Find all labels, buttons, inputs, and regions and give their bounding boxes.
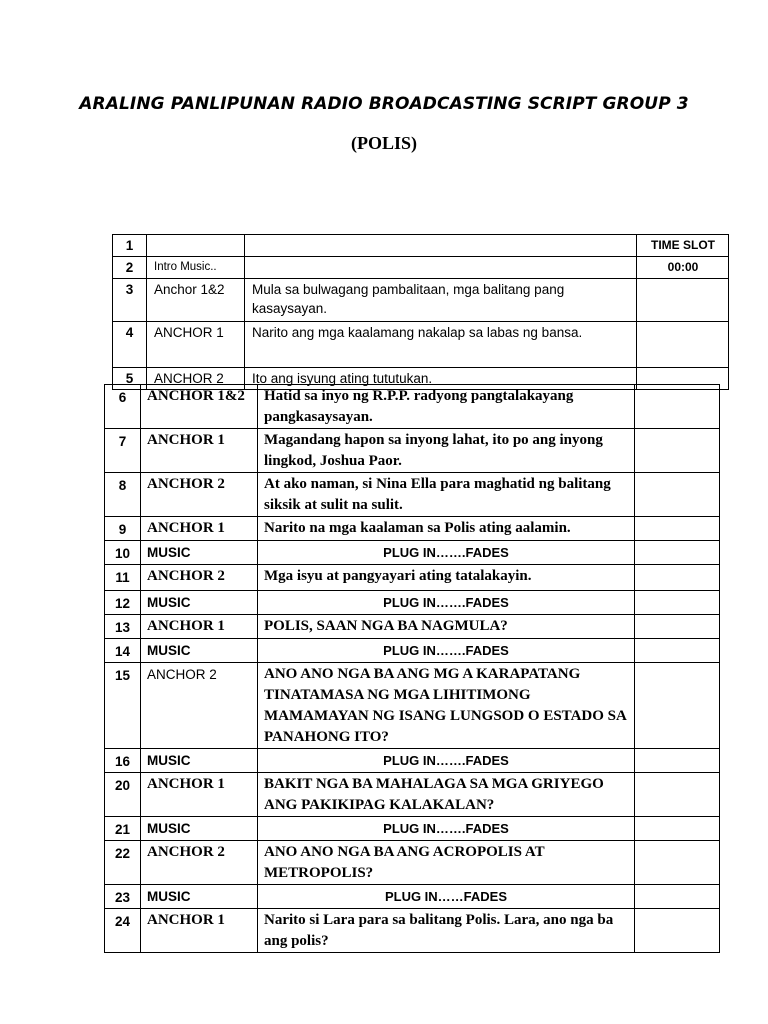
table-row — [105, 591, 720, 615]
speaker-cell: ANCHOR 1 — [141, 909, 258, 953]
table-row — [105, 817, 720, 841]
script-line-cell: At ako naman, si Nina Ella para maghatid ng balitang siksik at sulit na sulit. — [258, 473, 635, 517]
time-slot-cell — [635, 541, 720, 565]
table-row — [105, 429, 720, 473]
speaker-cell: ANCHOR 1 — [141, 517, 258, 541]
speaker-cell: MUSIC — [141, 817, 258, 841]
row-number: 11 — [105, 565, 141, 591]
script-line-cell: PLUG IN……FADES — [258, 885, 635, 909]
speaker-cell — [147, 235, 245, 257]
time-slot-cell — [635, 565, 720, 591]
script-line-cell: PLUG IN…….FADES — [258, 817, 635, 841]
document-subtitle: (POLIS) — [350, 133, 417, 153]
script-line-cell: PLUG IN…….FADES — [258, 749, 635, 773]
time-slot-cell — [635, 385, 720, 429]
script-line-cell: Narito na mga kaalaman sa Polis ating aalamin. — [258, 517, 635, 541]
table-row — [105, 663, 720, 749]
time-slot-cell — [635, 639, 720, 663]
document-title: ARALING PANLIPUNAN RADIO BROADCASTING SCRIPT GROUP 3 — [79, 94, 689, 114]
script-line-cell: Mula sa bulwagang pambalitaan, mga balitang pang kasaysayan. — [245, 279, 637, 322]
script-line-cell: PLUG IN…….FADES — [258, 541, 635, 565]
speaker-cell: ANCHOR 2 — [141, 473, 258, 517]
speaker-cell: ANCHOR 2 — [141, 565, 258, 591]
speaker-cell: Anchor 1&2 — [147, 279, 245, 322]
speaker-cell: MUSIC — [141, 541, 258, 565]
row-number: 24 — [105, 909, 141, 953]
script-line-cell: POLIS, SAAN NGA BA NAGMULA? — [258, 615, 635, 639]
table-row — [105, 639, 720, 663]
speaker-cell: ANCHOR 1 — [141, 615, 258, 639]
script-line-cell: Narito ang mga kaalamang nakalap sa labas ng bansa. — [245, 322, 637, 368]
row-number: 12 — [105, 591, 141, 615]
table-row — [105, 909, 720, 953]
speaker-cell: ANCHOR 2 — [147, 368, 245, 390]
script-table-upper — [112, 234, 729, 390]
speaker-cell: MUSIC — [141, 639, 258, 663]
script-line-cell — [245, 257, 637, 279]
speaker-cell: ANCHOR 1 — [141, 429, 258, 473]
row-number: 2 — [113, 257, 147, 279]
speaker-cell: MUSIC — [141, 885, 258, 909]
speaker-cell: ANCHOR 1 — [141, 773, 258, 817]
time-slot-cell — [635, 885, 720, 909]
script-line-cell: ANO ANO NGA BA ANG ACROPOLIS AT METROPOLIS? — [258, 841, 635, 885]
speaker-cell: ANCHOR 2 — [141, 663, 258, 749]
script-line-cell: Mga isyu at pangyayari ating tatalakayin. — [258, 565, 635, 591]
table-row — [113, 322, 729, 368]
script-line-cell: Narito si Lara para sa balitang Polis. Lara, ano nga ba ang polis? — [258, 909, 635, 953]
script-line-cell — [245, 235, 637, 257]
table-row — [105, 473, 720, 517]
table-row — [113, 257, 729, 279]
table-row — [105, 385, 720, 429]
table-row — [113, 235, 729, 257]
time-slot-cell — [635, 663, 720, 749]
row-number: 10 — [105, 541, 141, 565]
row-number: 20 — [105, 773, 141, 817]
row-number: 16 — [105, 749, 141, 773]
script-line-cell: Ito ang isyung ating tututukan. — [245, 368, 637, 390]
row-number: 8 — [105, 473, 141, 517]
speaker-cell: ANCHOR 1&2 — [141, 385, 258, 429]
time-slot-cell — [635, 615, 720, 639]
row-number: 21 — [105, 817, 141, 841]
script-line-cell: ANO ANO NGA BA ANG MG A KARAPATANG TINATAMASA NG MGA LIHITIMONG MAMAMAYAN NG ISANG LUNGSOD O ESTADO SA PANAHONG ITO? — [258, 663, 635, 749]
table-row — [105, 885, 720, 909]
table-row — [105, 615, 720, 639]
row-number: 13 — [105, 615, 141, 639]
table-row — [105, 541, 720, 565]
time-slot-cell — [635, 429, 720, 473]
time-slot-cell — [637, 279, 729, 322]
row-number: 14 — [105, 639, 141, 663]
script-line-cell: BAKIT NGA BA MAHALAGA SA MGA GRIYEGO ANG PAKIKIPAG KALAKALAN? — [258, 773, 635, 817]
row-number: 15 — [105, 663, 141, 749]
time-slot-cell — [635, 817, 720, 841]
time-slot-cell — [635, 517, 720, 541]
time-slot-cell — [635, 841, 720, 885]
script-table-lower — [104, 384, 720, 953]
time-slot-cell — [635, 591, 720, 615]
row-number: 7 — [105, 429, 141, 473]
table-row — [105, 749, 720, 773]
table-row — [105, 773, 720, 817]
row-number: 1 — [113, 235, 147, 257]
script-line-cell: Magandang hapon sa inyong lahat, ito po ang inyong lingkod, Joshua Paor. — [258, 429, 635, 473]
time-slot-cell — [635, 749, 720, 773]
table-row — [113, 279, 729, 322]
speaker-cell: MUSIC — [141, 749, 258, 773]
row-number: 3 — [113, 279, 147, 322]
speaker-cell: Intro Music.. — [147, 257, 245, 279]
script-line-cell: PLUG IN…….FADES — [258, 639, 635, 663]
script-line-cell: PLUG IN…….FADES — [258, 591, 635, 615]
time-slot-cell — [635, 909, 720, 953]
table-row — [105, 565, 720, 591]
speaker-cell: ANCHOR 2 — [141, 841, 258, 885]
speaker-cell: ANCHOR 1 — [147, 322, 245, 368]
row-number: 5 — [113, 368, 147, 390]
table-row — [105, 517, 720, 541]
time-slot-header: TIME SLOT — [637, 235, 729, 257]
script-line-cell: Hatid sa inyo ng R.P.P. radyong pangtalakayang pangkasaysayan. — [258, 385, 635, 429]
row-number: 6 — [105, 385, 141, 429]
speaker-cell: MUSIC — [141, 591, 258, 615]
row-number: 4 — [113, 322, 147, 368]
time-slot-cell — [635, 773, 720, 817]
row-number: 22 — [105, 841, 141, 885]
table-row — [105, 841, 720, 885]
row-number: 23 — [105, 885, 141, 909]
time-slot-cell — [637, 322, 729, 368]
time-slot-cell: 00:00 — [637, 257, 729, 279]
time-slot-cell — [635, 473, 720, 517]
row-number: 9 — [105, 517, 141, 541]
